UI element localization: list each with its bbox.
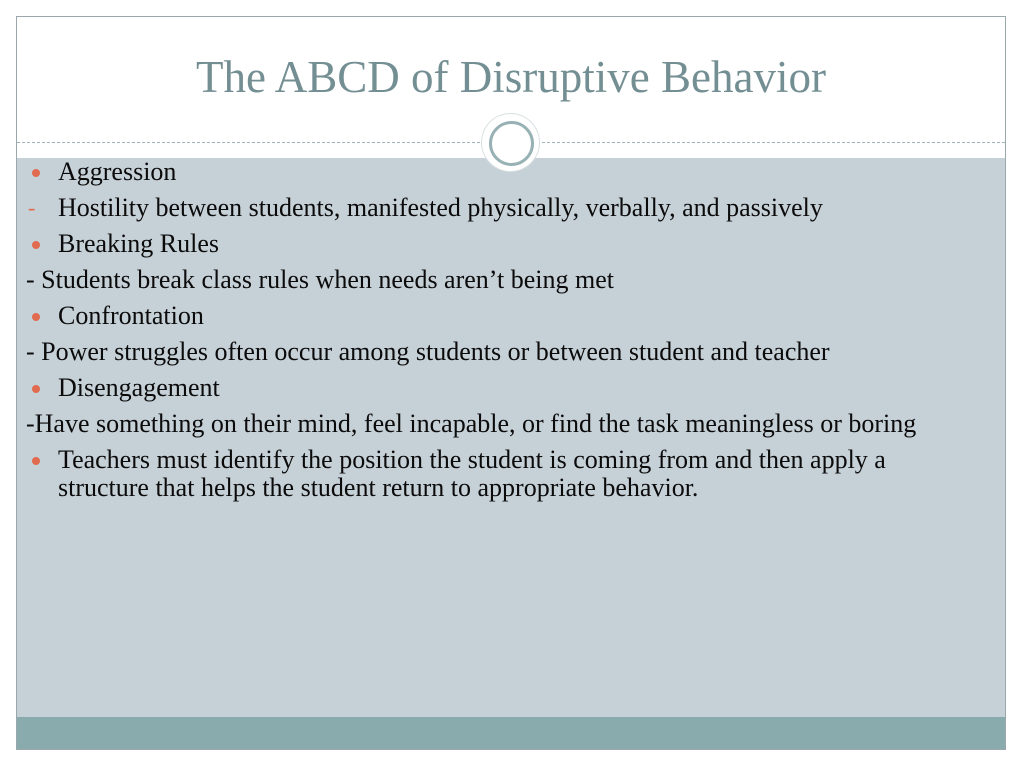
bullet-list (26, 158, 966, 510)
list-item-text: Teachers must identify the position the student is coming from and then apply a structure that helps the student return to appropriate behavior. (58, 445, 886, 502)
list-item (26, 410, 966, 438)
bullet-dot-icon (32, 313, 40, 321)
bullet-dot-icon (32, 457, 40, 465)
dash-bullet-icon: - (28, 195, 36, 220)
list-item (26, 158, 966, 186)
list-item-text: Aggression (58, 157, 177, 186)
bullet-dot-icon (32, 385, 40, 393)
footer-band (17, 717, 1005, 750)
list-item (26, 338, 966, 366)
list-item-text: Confrontation (58, 301, 204, 330)
list-item (26, 446, 966, 502)
list-item (26, 302, 966, 330)
list-item-text: Disengagement (58, 373, 220, 402)
list-item (26, 194, 966, 222)
slide-title: The ABCD of Disruptive Behavior (196, 52, 826, 102)
list-item (26, 266, 966, 294)
list-item-text: - Students break class rules when needs aren’t being met (26, 265, 614, 294)
list-item (26, 230, 966, 258)
list-item-text: Hostility between students, manifested physically, verbally, and passively (58, 193, 823, 222)
list-item-text: Breaking Rules (58, 229, 220, 258)
list-item (26, 374, 966, 402)
bullet-dot-icon (32, 241, 40, 249)
list-item-text: - Power struggles often occur among students or between student and teacher (26, 337, 830, 366)
bullet-dot-icon (32, 169, 40, 177)
list-item-text: -Have something on their mind, feel incapable, or find the task meaningless or boring (26, 409, 917, 438)
